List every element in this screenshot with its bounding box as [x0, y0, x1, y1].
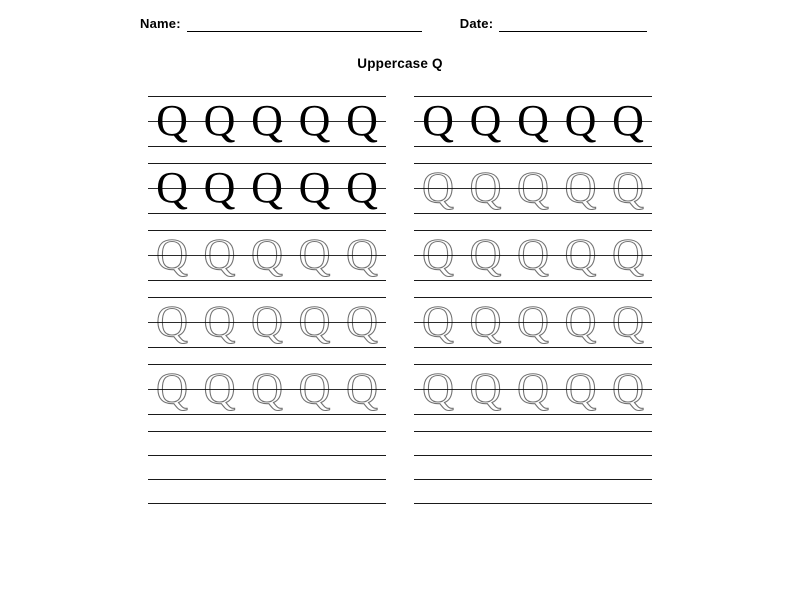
- letter-glyph: Q: [469, 297, 502, 346]
- blank-rule-left: [148, 503, 386, 504]
- blank-rule-right: [414, 431, 652, 432]
- letter-glyph: Q: [346, 297, 378, 346]
- blank-rule-left: [148, 431, 386, 432]
- practice-row: [148, 163, 652, 230]
- blank-practice-row[interactable]: [148, 479, 652, 503]
- letter-glyph: Q: [298, 96, 331, 145]
- letter-glyph: Q: [517, 96, 549, 145]
- letter-group: [418, 297, 648, 349]
- practice-band-right: [414, 163, 652, 226]
- practice-band-right: [414, 230, 652, 293]
- letter-glyph: Q: [517, 230, 549, 279]
- name-label: Name:: [140, 16, 181, 31]
- practice-row: [148, 364, 652, 431]
- letter-glyph: Q: [346, 230, 378, 279]
- letter-glyph: Q: [564, 96, 597, 145]
- letter-glyph: Q: [156, 297, 188, 346]
- letter-glyph: Q: [251, 364, 283, 413]
- letter-glyph: Q: [564, 163, 597, 212]
- letter-group: [152, 364, 382, 416]
- letter-glyph: Q: [298, 297, 331, 346]
- letter-glyph: Q: [422, 364, 454, 413]
- blank-rule-left: [148, 479, 386, 480]
- letter-glyph: Q: [203, 163, 236, 212]
- letter-group: [152, 230, 382, 282]
- letter-glyph: Q: [612, 96, 644, 145]
- letter-group: [152, 297, 382, 349]
- letter-glyph: Q: [203, 230, 236, 279]
- letter-glyph: Q: [469, 364, 502, 413]
- letter-group: [418, 364, 648, 416]
- practice-row: [148, 96, 652, 163]
- letter-glyph: Q: [517, 364, 549, 413]
- practice-row: [148, 230, 652, 297]
- name-input-line[interactable]: [187, 17, 422, 32]
- letter-glyph: Q: [156, 230, 188, 279]
- date-label: Date:: [459, 16, 494, 31]
- letter-glyph: Q: [298, 163, 331, 212]
- letter-glyph: Q: [203, 364, 236, 413]
- date-input-line[interactable]: [499, 17, 647, 32]
- letter-glyph: Q: [251, 297, 283, 346]
- letter-glyph: Q: [422, 96, 454, 145]
- letter-glyph: Q: [612, 230, 644, 279]
- letter-glyph: Q: [251, 163, 283, 212]
- letter-glyph: Q: [346, 96, 378, 145]
- practice-band-left: [148, 96, 386, 159]
- letter-glyph: Q: [422, 163, 454, 212]
- letter-glyph: Q: [422, 230, 454, 279]
- name-field[interactable]: [140, 17, 422, 32]
- letter-glyph: Q: [469, 230, 502, 279]
- letter-glyph: Q: [612, 163, 644, 212]
- letter-group: [418, 230, 648, 282]
- page-title: Uppercase Q: [357, 56, 443, 71]
- letter-glyph: Q: [346, 163, 378, 212]
- practice-band-left: [148, 297, 386, 360]
- practice-band-left: [148, 230, 386, 293]
- letter-glyph: Q: [203, 297, 236, 346]
- practice-band-right: [414, 96, 652, 159]
- letter-group: [152, 163, 382, 215]
- date-field[interactable]: [460, 17, 648, 32]
- worksheet-header: [140, 8, 660, 32]
- letter-glyph: Q: [469, 96, 502, 145]
- practice-band-left: [148, 163, 386, 226]
- letter-glyph: Q: [298, 364, 331, 413]
- letter-glyph: Q: [156, 163, 188, 212]
- letter-glyph: Q: [564, 297, 597, 346]
- blank-rule-left: [148, 455, 386, 456]
- practice-band-left: [148, 364, 386, 427]
- practice-band-right: [414, 364, 652, 427]
- blank-practice-row[interactable]: [148, 503, 652, 527]
- letter-glyph: Q: [469, 163, 502, 212]
- letter-glyph: Q: [612, 364, 644, 413]
- letter-glyph: Q: [517, 297, 549, 346]
- letter-glyph: Q: [156, 96, 188, 145]
- letter-glyph: Q: [251, 96, 283, 145]
- letter-glyph: Q: [612, 297, 644, 346]
- blank-rule-right: [414, 455, 652, 456]
- blank-practice-row[interactable]: [148, 431, 652, 455]
- letter-glyph: Q: [422, 297, 454, 346]
- letter-glyph: Q: [346, 364, 378, 413]
- letter-glyph: Q: [156, 364, 188, 413]
- letter-group: [152, 96, 382, 148]
- letter-group: [418, 96, 648, 148]
- blank-rule-right: [414, 503, 652, 504]
- practice-band-right: [414, 297, 652, 360]
- letter-glyph: Q: [298, 230, 331, 279]
- practice-row: [148, 297, 652, 364]
- letter-glyph: Q: [517, 163, 549, 212]
- letter-group: [418, 163, 648, 215]
- letter-glyph: Q: [251, 230, 283, 279]
- letter-glyph: Q: [564, 230, 597, 279]
- blank-rule-right: [414, 479, 652, 480]
- letter-glyph: Q: [203, 96, 236, 145]
- letter-glyph: Q: [564, 364, 597, 413]
- blank-practice-row[interactable]: [148, 455, 652, 479]
- practice-grid: [148, 96, 652, 506]
